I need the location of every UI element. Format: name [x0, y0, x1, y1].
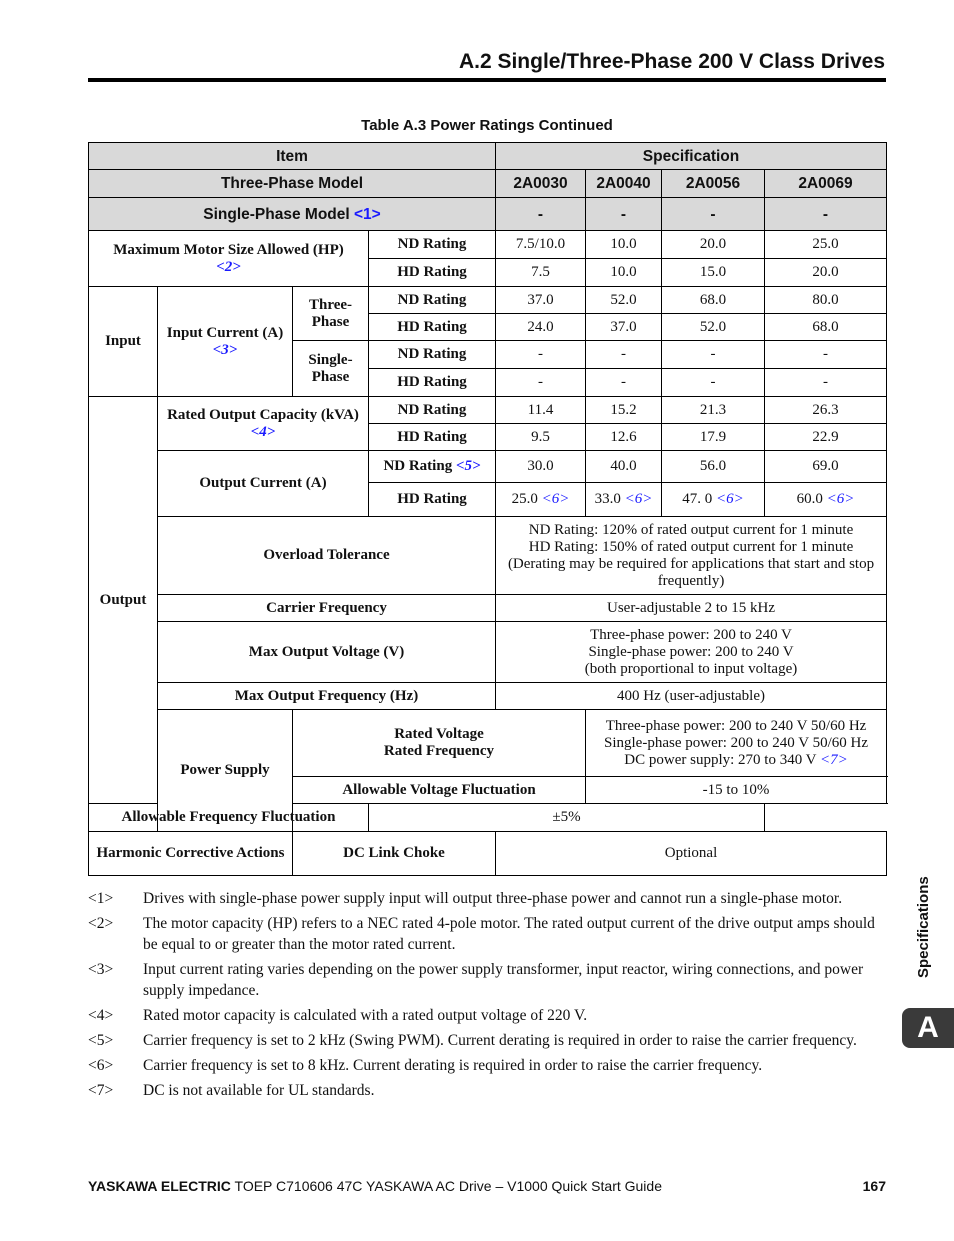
footnote-marker: <2>	[88, 915, 114, 932]
rated-label-line: Rated Voltage	[394, 726, 484, 742]
single-phase-model-cell	[89, 198, 496, 231]
single-model-cell: -	[586, 198, 662, 231]
max-motor-nd-row	[89, 231, 887, 259]
value-cell: 11.4	[496, 397, 586, 424]
header-item: Item	[89, 143, 496, 170]
value-cell: 12.6	[586, 424, 662, 451]
max-voltage-row	[89, 622, 887, 683]
footnote-ref-link[interactable]: <5>	[455, 458, 481, 474]
overload-line: HD Rating: 150% of rated output current for 1 minute	[528, 538, 854, 555]
carrier-value: User-adjustable 2 to 15 kHz	[496, 595, 887, 622]
footnote-ref-link[interactable]: <2>	[216, 258, 241, 275]
title-rule	[88, 78, 886, 82]
appendix-tab[interactable]: A	[902, 1008, 954, 1048]
value-cell	[765, 483, 887, 517]
value-cell: -	[662, 369, 765, 397]
footnotes	[88, 888, 888, 1105]
hd-rating-label: HD Rating	[369, 424, 496, 451]
nd-rating-label: ND Rating	[369, 397, 496, 424]
value-text: 47. 0	[682, 491, 713, 507]
max-voltage-line: Single-phase power: 200 to 240 V	[588, 643, 794, 660]
table-caption: Table A.3 Power Ratings Continued	[361, 117, 613, 134]
footnote-marker: <1>	[88, 890, 114, 907]
single-model-cell: -	[765, 198, 887, 231]
overload-row	[89, 517, 887, 595]
single-phase-model-row	[89, 198, 887, 231]
value-cell: 15.0	[662, 259, 765, 287]
overload-line: ND Rating: 120% of rated output current for 1 minute	[528, 521, 854, 538]
value-cell: 7.5/10.0	[496, 231, 586, 259]
max-freq-label: Max Output Frequency (Hz)	[158, 683, 496, 710]
max-voltage-value-cell	[496, 622, 887, 683]
freq-fluct-value: ±5%	[369, 804, 765, 832]
max-freq-value: 400 Hz (user-adjustable)	[496, 683, 887, 710]
footnote-marker: <6>	[88, 1057, 114, 1074]
page-footer	[88, 1178, 886, 1194]
value-cell: -	[662, 341, 765, 369]
footnote-ref-link[interactable]: <6>	[624, 491, 653, 507]
input-group-label: Input	[89, 287, 158, 397]
footnote-marker: <7>	[88, 1082, 114, 1099]
page-number: 167	[862, 1178, 886, 1194]
harmonic-value: Optional	[496, 832, 887, 876]
model-cell: 2A0069	[765, 170, 887, 198]
rated-value-line: Three-phase power: 200 to 240 V 50/60 Hz	[605, 717, 867, 734]
nd-rating-label: ND Rating	[369, 341, 496, 369]
overload-value-cell	[496, 517, 887, 595]
dc-link-choke-label: DC Link Choke	[293, 832, 496, 876]
freq-fluct-row	[89, 804, 887, 832]
footnote-marker: <3>	[88, 961, 114, 978]
value-text: 25.0	[511, 491, 538, 507]
input-current-label: Input Current (A)	[166, 324, 284, 341]
input-current-label-cell	[158, 287, 293, 397]
footnote-text: The motor capacity (HP) refers to a NEC rated 4-pole motor. The rated output current of the drive output amps should be equal to or greater than the motor rated current.	[143, 915, 875, 953]
value-cell: 52.0	[662, 314, 765, 341]
hd-rating-label: HD Rating	[369, 314, 496, 341]
footnote-item	[88, 959, 888, 1001]
table-header-row	[89, 143, 887, 170]
value-cell: -	[496, 369, 586, 397]
value-text: 33.0	[594, 491, 621, 507]
footnote-item	[88, 1055, 888, 1076]
max-voltage-line: (both proportional to input voltage)	[584, 660, 798, 677]
nd-rating-label: ND Rating	[369, 287, 496, 314]
three-phase-model-label: Three-Phase Model	[89, 170, 496, 198]
hd-rating-label: HD Rating	[369, 259, 496, 287]
value-cell: -	[496, 341, 586, 369]
footer-company: YASKAWA ELECTRIC	[88, 1178, 231, 1194]
output-group-label: Output	[89, 397, 158, 804]
section-title: A.2 Single/Three-Phase 200 V Class Drives	[458, 50, 885, 73]
footnote-ref-link[interactable]: <6>	[716, 491, 744, 507]
rated-voltage-row	[89, 710, 887, 777]
footnote-ref-link[interactable]: <4>	[250, 423, 276, 440]
nd-rating-label: ND Rating	[383, 458, 453, 474]
footnote-item	[88, 1030, 888, 1051]
three-phase-label: Three-Phase	[293, 287, 369, 341]
value-cell	[662, 483, 765, 517]
freq-fluct-label: Allowable Frequency Fluctuation	[89, 804, 369, 832]
max-freq-row	[89, 683, 887, 710]
value-cell: 10.0	[586, 231, 662, 259]
value-cell: 17.9	[662, 424, 765, 451]
value-cell: -	[586, 341, 662, 369]
value-cell: 40.0	[586, 451, 662, 483]
footnote-item	[88, 888, 888, 909]
footnote-marker: <4>	[88, 1007, 114, 1024]
value-cell: 26.3	[765, 397, 887, 424]
rated-value-cell	[586, 710, 887, 777]
value-cell: -	[765, 341, 887, 369]
max-voltage-label: Max Output Voltage (V)	[158, 622, 496, 683]
output-current-label: Output Current (A)	[158, 451, 369, 517]
footer-doc-title: TOEP C710606 47C YASKAWA AC Drive – V1000 Quick Start Guide	[234, 1178, 662, 1194]
voltage-fluct-value: -15 to 10%	[586, 777, 887, 804]
value-cell: 68.0	[765, 314, 887, 341]
footnote-text: Input current rating varies depending on the power supply transformer, input reactor, wiring connections, and power supply impedance.	[143, 961, 864, 999]
value-cell: 30.0	[496, 451, 586, 483]
max-motor-label: Maximum Motor Size Allowed (HP)	[113, 241, 344, 258]
max-motor-label-cell	[89, 231, 369, 287]
power-ratings-table	[88, 142, 887, 876]
footnote-item	[88, 1080, 888, 1101]
single-phase-label: Single-Phase	[293, 341, 369, 397]
three-phase-model-row	[89, 170, 887, 198]
single-model-cell: -	[662, 198, 765, 231]
value-cell: 20.0	[662, 231, 765, 259]
value-cell: -	[765, 369, 887, 397]
value-cell: -	[586, 369, 662, 397]
carrier-row	[89, 595, 887, 622]
side-tab-label[interactable]: Specifications	[915, 876, 932, 978]
footnote-text: Rated motor capacity is calculated with a rated output voltage of 220 V.	[143, 1007, 588, 1024]
hd-rating-label: HD Rating	[369, 369, 496, 397]
rated-value-line: DC power supply: 270 to 340 V	[624, 751, 817, 768]
footnote-ref-link[interactable]: <6>	[826, 491, 855, 507]
carrier-label: Carrier Frequency	[158, 595, 496, 622]
single-phase-model-label: Single-Phase Model	[203, 205, 350, 223]
value-cell: 56.0	[662, 451, 765, 483]
value-cell: 52.0	[586, 287, 662, 314]
harmonic-row	[89, 832, 887, 876]
hd-rating-label: HD Rating	[369, 483, 496, 517]
rated-value-line: Single-phase power: 200 to 240 V 50/60 Hz	[604, 734, 869, 751]
value-cell	[496, 483, 586, 517]
value-cell: 10.0	[586, 259, 662, 287]
output-capacity-nd-row	[89, 397, 887, 424]
footnote-ref-link[interactable]: <1>	[354, 205, 381, 223]
single-model-cell: -	[496, 198, 586, 231]
footnote-ref-link[interactable]: <3>	[212, 341, 238, 358]
max-voltage-line: Three-phase power: 200 to 240 V	[590, 626, 792, 643]
nd-rating-cell	[369, 451, 496, 483]
rated-label-line: Rated Frequency	[383, 743, 495, 759]
value-cell: 20.0	[765, 259, 887, 287]
output-capacity-label: Rated Output Capacity (kVA)	[167, 406, 359, 423]
value-cell: 37.0	[496, 287, 586, 314]
value-cell: 69.0	[765, 451, 887, 483]
footnote-text: Drives with single-phase power supply input will output three-phase power and cannot run a single-phase motor.	[143, 890, 843, 907]
output-capacity-label-cell	[158, 397, 369, 451]
model-cell: 2A0056	[662, 170, 765, 198]
value-cell: 9.5	[496, 424, 586, 451]
rated-label-cell	[293, 710, 586, 777]
overload-line: (Derating may be required for applications that start and stop frequently)	[507, 555, 875, 589]
footnote-ref-link[interactable]: <7>	[819, 751, 848, 768]
model-cell: 2A0040	[586, 170, 662, 198]
value-cell: 24.0	[496, 314, 586, 341]
value-cell: 25.0	[765, 231, 887, 259]
footnote-item	[88, 913, 888, 955]
power-supply-group-label: Power Supply	[158, 710, 293, 832]
value-cell: 7.5	[496, 259, 586, 287]
model-cell: 2A0030	[496, 170, 586, 198]
input-three-nd-row	[89, 287, 887, 314]
footnote-ref-link[interactable]: <6>	[541, 491, 570, 507]
footnote-item	[88, 1005, 888, 1026]
value-cell: 15.2	[586, 397, 662, 424]
value-cell	[586, 483, 662, 517]
voltage-fluct-label: Allowable Voltage Fluctuation	[293, 777, 586, 804]
footnote-marker: <5>	[88, 1032, 114, 1049]
harmonic-label: Harmonic Corrective Actions	[89, 832, 293, 876]
footnote-text: Carrier frequency is set to 8 kHz. Current derating is required in order to raise the carrier frequency.	[143, 1057, 763, 1074]
header-specification: Specification	[496, 143, 887, 170]
footnote-text: Carrier frequency is set to 2 kHz (Swing PWM). Current derating is required in order to raise the carrier frequency.	[143, 1032, 857, 1049]
value-cell: 37.0	[586, 314, 662, 341]
nd-rating-label: ND Rating	[369, 231, 496, 259]
value-cell: 80.0	[765, 287, 887, 314]
output-current-nd-row	[89, 451, 887, 483]
value-cell: 22.9	[765, 424, 887, 451]
value-text: 60.0	[796, 491, 823, 507]
value-cell: 21.3	[662, 397, 765, 424]
footnote-text: DC is not available for UL standards.	[143, 1082, 375, 1099]
overload-label: Overload Tolerance	[158, 517, 496, 595]
value-cell: 68.0	[662, 287, 765, 314]
